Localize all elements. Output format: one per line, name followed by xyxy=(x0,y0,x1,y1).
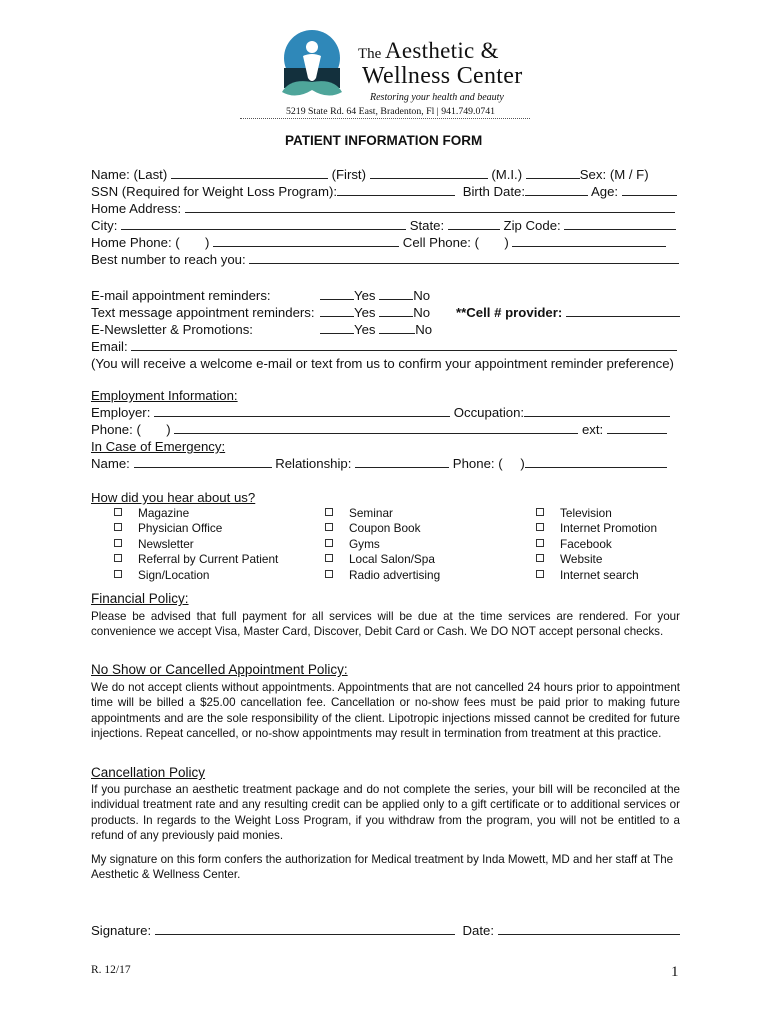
ext-label: ext: xyxy=(581,422,604,437)
checkbox[interactable] xyxy=(536,570,544,578)
ssn-label: SSN (Required for Weight Loss Program): xyxy=(91,184,338,199)
checkbox[interactable] xyxy=(536,508,544,516)
home-address-label: Home Address: xyxy=(91,201,182,216)
option-label: Sign/Location xyxy=(138,568,210,582)
birth-date-label: Birth Date: xyxy=(462,184,526,199)
name-first-label: (First) xyxy=(331,167,366,182)
emergency-phone-field[interactable] xyxy=(525,455,667,468)
option-label: Television xyxy=(560,506,612,520)
option-label: Coupon Book xyxy=(349,521,421,535)
header-dotted-rule xyxy=(240,118,530,119)
referral-option[interactable] xyxy=(536,552,602,566)
row-email xyxy=(91,338,677,355)
zip-field[interactable] xyxy=(564,217,676,230)
name-mi-label: (M.I.) xyxy=(491,167,523,182)
checkbox[interactable] xyxy=(325,570,333,578)
age-field[interactable] xyxy=(622,183,677,196)
phone-text: 941.749.0741 xyxy=(441,106,496,117)
referral-option[interactable] xyxy=(114,537,194,551)
cell-provider-field[interactable] xyxy=(566,304,680,317)
referral-option[interactable] xyxy=(325,521,421,535)
employer-field[interactable] xyxy=(154,404,450,417)
emergency-name-label: Name: xyxy=(91,456,130,471)
no-label: No xyxy=(413,305,431,320)
text-reminders-options xyxy=(320,304,430,321)
best-number-label: Best number to reach you: xyxy=(91,252,246,267)
home-phone-field[interactable] xyxy=(213,234,399,247)
home-phone-label: Home Phone: ( xyxy=(91,235,180,250)
name-last-label: Name: (Last) xyxy=(91,167,168,182)
referral-option[interactable] xyxy=(325,506,393,520)
referral-option[interactable] xyxy=(536,568,639,582)
name-first-field[interactable] xyxy=(370,166,488,179)
no-show-policy-text: We do not accept clients without appointments. Appointments that are not cancelled 24 hours prior to appointment time will be billed a $25.00 cancellation fee. Cancellation or no-show fees must be paid prior to making future appointments and are the sole responsibility of the client. Lipotropic injections missed cannot be credited for future injections. Repeat cancelled, or no-show appointments may result in termination from treatment at this practice. xyxy=(91,681,680,741)
referral-option[interactable] xyxy=(114,506,189,520)
emergency-name-field[interactable] xyxy=(134,455,272,468)
reminder-note: (You will receive a welcome e-mail or text from us to confirm your appointment reminder preference) xyxy=(91,356,674,371)
birth-date-field[interactable] xyxy=(525,183,588,196)
referral-option[interactable] xyxy=(536,521,657,535)
emergency-phone-paren: ) xyxy=(520,456,525,471)
name-last-field[interactable] xyxy=(171,166,328,179)
cell-phone-area-field[interactable] xyxy=(483,235,501,247)
referral-option[interactable] xyxy=(325,537,380,551)
row-work-phone xyxy=(91,421,667,438)
checkbox[interactable] xyxy=(114,554,122,562)
yes-label: Yes xyxy=(354,305,376,320)
emergency-phone-area-field[interactable] xyxy=(506,456,520,468)
newsletter-options xyxy=(320,321,432,338)
row-ssn xyxy=(91,183,677,200)
email-no-field[interactable] xyxy=(379,287,413,300)
cancellation-policy-text: If you purchase an aesthetic treatment package and do not complete the series, your bill will be reconciled at the individual treatment rate and any resulting credit can be applied only to a gift certificate or to additional services or products. In regards to the Weight Loss Program, if you withdraw from the program, you will not be entitled to a refund of any previously paid monies. xyxy=(91,783,680,843)
address-text: 5219 State Rd. 64 East, Bradenton, Fl xyxy=(286,106,435,117)
cell-phone-paren: ) xyxy=(504,235,509,250)
date-label: Date: xyxy=(462,923,494,938)
cell-phone-label: Cell Phone: ( xyxy=(402,235,480,250)
row-best-number xyxy=(91,251,679,268)
emergency-phone-label: Phone: ( xyxy=(452,456,503,471)
checkbox[interactable] xyxy=(114,539,122,547)
signature-label: Signature: xyxy=(91,923,152,938)
row-name xyxy=(91,166,649,183)
date-field[interactable] xyxy=(498,922,680,935)
state-field[interactable] xyxy=(448,217,500,230)
referral-option[interactable] xyxy=(114,568,210,582)
checkbox[interactable] xyxy=(325,523,333,531)
relationship-label: Relationship: xyxy=(275,456,352,471)
checkbox[interactable] xyxy=(325,508,333,516)
financial-policy-text: Please be advised that full payment for all services will be due at the time services are rendered. For your convenience we accept Visa, Master Card, Discover, Debit Card or Cash. We DO NOT accept personal checks. xyxy=(91,610,680,639)
name-mi-field[interactable] xyxy=(526,166,580,179)
form-title: PATIENT INFORMATION FORM xyxy=(285,133,483,148)
option-label: Gyms xyxy=(349,537,380,551)
emergency-title: In Case of Emergency: xyxy=(91,439,226,454)
header-address xyxy=(286,106,495,117)
email-reminders-label: E-mail appointment reminders: xyxy=(91,288,271,303)
checkbox[interactable] xyxy=(114,570,122,578)
revision-label: R. 12/17 xyxy=(91,964,131,976)
ssn-field[interactable] xyxy=(337,183,455,196)
cell-provider xyxy=(456,304,680,321)
no-label: No xyxy=(413,288,431,303)
checkbox[interactable] xyxy=(325,554,333,562)
home-phone-paren: ) xyxy=(205,235,210,250)
option-label: Website xyxy=(560,552,603,566)
option-label: Radio advertising xyxy=(349,568,441,582)
home-address-field[interactable] xyxy=(185,200,675,213)
option-label: Physician Office xyxy=(138,521,223,535)
email-yes-field[interactable] xyxy=(320,287,354,300)
employment-title: Employment Information: xyxy=(91,388,238,403)
referral-title: How did you hear about us? xyxy=(91,490,256,505)
age-label: Age: xyxy=(590,184,619,199)
logo-the: The xyxy=(358,46,382,62)
referral-option[interactable] xyxy=(536,537,612,551)
text-reminders-label: Text message appointment reminders: xyxy=(91,305,315,320)
text-no-field[interactable] xyxy=(379,304,413,317)
city-label: City: xyxy=(91,218,118,233)
no-label: No xyxy=(415,322,433,337)
checkbox[interactable] xyxy=(536,554,544,562)
yes-label: Yes xyxy=(354,322,376,337)
email-field[interactable] xyxy=(131,338,677,351)
row-phones xyxy=(91,234,666,251)
newsletter-no-field[interactable] xyxy=(379,321,415,334)
ext-field[interactable] xyxy=(607,421,667,434)
email-label: Email: xyxy=(91,339,128,354)
occupation-label: Occupation: xyxy=(453,405,525,420)
work-phone-field[interactable] xyxy=(174,421,578,434)
authorization-text: My signature on this form confers the authorization for Medical treatment by Inda Mowett, MD and her staff at The Aesthetic & Wellness Center. xyxy=(91,853,674,882)
checkbox[interactable] xyxy=(114,508,122,516)
option-label: Magazine xyxy=(138,506,190,520)
no-show-policy-title: No Show or Cancelled Appointment Policy: xyxy=(91,662,348,677)
cancellation-policy-title: Cancellation Policy xyxy=(91,765,206,780)
row-signature xyxy=(91,922,680,939)
checkbox[interactable] xyxy=(114,523,122,531)
logo-title-line2: Wellness Center xyxy=(362,63,523,89)
referral-option[interactable] xyxy=(114,552,278,566)
checkbox[interactable] xyxy=(325,539,333,547)
referral-option[interactable] xyxy=(114,521,222,535)
address-separator: | xyxy=(436,106,442,117)
referral-option[interactable] xyxy=(325,568,440,582)
employer-label: Employer: xyxy=(91,405,151,420)
logo-tagline: Restoring your health and beauty xyxy=(370,92,504,103)
cell-provider-label: **Cell # provider: xyxy=(456,305,563,320)
option-label: Newsletter xyxy=(138,537,194,551)
state-label: State: xyxy=(409,218,445,233)
option-label: Internet search xyxy=(560,568,639,582)
option-label: Local Salon/Spa xyxy=(349,552,435,566)
logo-title-line1: Aesthetic & xyxy=(385,38,499,63)
yes-label: Yes xyxy=(354,288,376,303)
newsletter-yes-field[interactable] xyxy=(320,321,354,334)
row-employer xyxy=(91,404,670,421)
logo xyxy=(276,28,366,112)
zip-label: Zip Code: xyxy=(503,218,561,233)
financial-policy-title: Financial Policy: xyxy=(91,591,189,606)
sex-label: Sex: (M / F) xyxy=(579,167,649,182)
work-phone-area-field[interactable] xyxy=(145,422,163,434)
city-field[interactable] xyxy=(121,217,406,230)
work-phone-label: Phone: ( xyxy=(91,422,141,437)
checkbox[interactable] xyxy=(536,523,544,531)
referral-option[interactable] xyxy=(325,552,435,566)
newsletter-label: E-Newsletter & Promotions: xyxy=(91,322,253,337)
work-phone-paren: ) xyxy=(166,422,171,437)
best-number-field[interactable] xyxy=(249,251,679,264)
page-number: 1 xyxy=(671,964,679,980)
checkbox[interactable] xyxy=(536,539,544,547)
cell-phone-field[interactable] xyxy=(512,234,666,247)
option-label: Facebook xyxy=(560,537,612,551)
text-yes-field[interactable] xyxy=(320,304,354,317)
row-city xyxy=(91,217,676,234)
signature-field[interactable] xyxy=(155,922,455,935)
logo-emblem-icon xyxy=(276,28,366,112)
option-label: Seminar xyxy=(349,506,393,520)
row-emergency xyxy=(91,455,667,472)
email-reminders-options xyxy=(320,287,430,304)
option-label: Internet Promotion xyxy=(560,521,658,535)
referral-option[interactable] xyxy=(536,506,612,520)
option-label: Referral by Current Patient xyxy=(138,552,279,566)
relationship-field[interactable] xyxy=(355,455,449,468)
row-home-address xyxy=(91,200,675,217)
occupation-field[interactable] xyxy=(524,404,670,417)
home-phone-area-field[interactable] xyxy=(183,235,201,247)
